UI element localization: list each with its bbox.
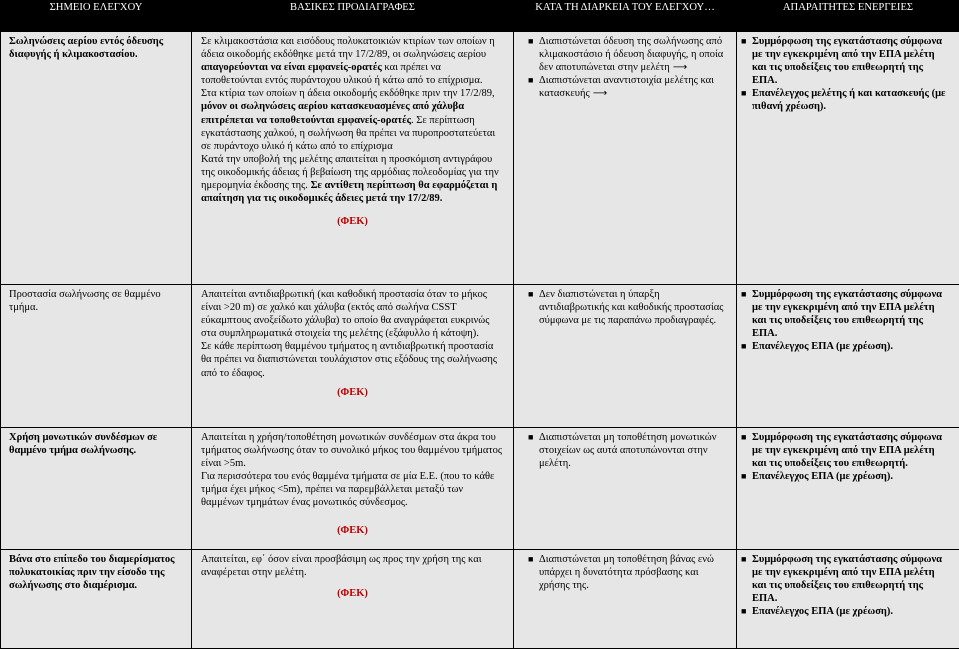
spec-paragraph: Σε κάθε περίπτωση θαμμένου τμήματος η αντιδιαβρωτική προστασία θα πρέπει να διαπιστώνεται τουλάχιστον στις εξόδους της σωλήνωσης από το έδαφος. bbox=[201, 341, 498, 379]
fek-reference: (ΦΕΚ) bbox=[337, 386, 368, 398]
inspection-findings-cell bbox=[514, 32, 737, 285]
header-during-inspection: ΚΑΤΑ ΤΗ ΔΙΑΡΚΕΙΑ ΤΟΥ ΕΛΕΓΧΟΥ… bbox=[514, 1, 737, 32]
spec-paragraph: Κατά την υποβολή της μελέτης απαιτείται η προσκόμιση αντιγράφου της οικοδομικής άδειας ή βεβαίωση της αρμόδιας πολεοδομίας για την ημερομηνία έκδοσης της. Σε αντίθετη περίπτωση θα εφαρμόζεται η απαίτηση για τις οικοδομικές άδειες μετά την 17/2/89. bbox=[201, 153, 499, 205]
header-basic-specifications: ΒΑΣΙΚΕΣ ΠΡΟΔΙΑΓΡΑΦΕΣ bbox=[192, 1, 514, 32]
required-actions-cell bbox=[737, 32, 959, 285]
check-point-cell: Χρήση μονωτικών συνδέσμων σε θαμμένο τμήμα σωλήνωσης. bbox=[1, 428, 192, 550]
fek-reference: (ΦΕΚ) bbox=[337, 588, 368, 600]
bullet-icon: ■ bbox=[741, 289, 747, 299]
bullet-icon: ■ bbox=[528, 36, 534, 46]
check-point-cell: Βάνα στο επίπεδο του διαμερίσματος πολυκατοικίας πριν την είσοδο της σωλήνωσης στο διαμέρισμα. bbox=[1, 550, 192, 649]
bullet-icon: ■ bbox=[741, 554, 747, 564]
specification-cell bbox=[192, 428, 514, 550]
arrow-right-icon: ⟶ bbox=[669, 62, 688, 74]
finding-item: ■ Διαπιστώνεται μη τοποθέτηση μονωτικών στοιχείων ως αυτά αποτυπώνονται στην μελέτη. bbox=[528, 432, 717, 470]
action-item: ■ Επανέλεγχος μελέτης ή και κατασκευής (με πιθανή χρέωση). bbox=[741, 88, 946, 113]
spec-paragraph: Απαιτείται αντιδιαβρωτική (και καθοδική προστασία όταν το μήκος είναι >20 m) σε χαλκό και χάλυβα (εκτός από σωλήνα CSST εύκαμπτους ανοξείδωτο χάλυβα) το οποίο θα αναγράφεται ευκρινώς στα συμπληρωματικά στοιχεία της μελέτης (εξάφυλλο ή κάτοψη). bbox=[201, 289, 490, 340]
header-row bbox=[1, 1, 959, 32]
header-check-point: ΣΗΜΕΙΟ ΕΛΕΓΧΟΥ bbox=[1, 1, 192, 32]
required-actions-cell bbox=[737, 550, 959, 649]
bullet-icon: ■ bbox=[528, 289, 534, 299]
check-point-cell: Προστασία σωλήνωσης σε θαμμένο τμήμα. bbox=[1, 285, 192, 428]
arrow-right-icon: ⟶ bbox=[589, 88, 608, 100]
table-row bbox=[1, 550, 959, 649]
required-actions-cell bbox=[737, 285, 959, 428]
bullet-icon: ■ bbox=[741, 36, 747, 46]
bullet-icon: ■ bbox=[741, 606, 747, 617]
inspection-findings-cell bbox=[514, 285, 737, 428]
finding-item: ■ Διαπιστώνεται μη τοποθέτηση βάνας ενώ υπάρχει η δυνατότητα πρόσβασης και χρήσης της. bbox=[528, 554, 714, 592]
spec-paragraph: Για περισσότερα του ενός θαμμένα τμήματα σε μία Ε.Ε. (που το κάθε τμήμα έχει μήκος <5m), πρέπει να παρεμβάλλεται μεταξύ των θαμμένων τμημάτων ένας μονωτικός σύνδεσμος. bbox=[201, 471, 495, 509]
specification-cell bbox=[192, 285, 514, 428]
inspection-findings-cell bbox=[514, 428, 737, 550]
table-row bbox=[1, 32, 959, 285]
bullet-icon: ■ bbox=[528, 75, 534, 86]
fek-reference: (ΦΕΚ) bbox=[337, 216, 368, 228]
spec-paragraph: Απαιτείται, εφ΄ όσον είναι προσβάσιμη ως προς την χρήση της και αναφέρεται στην μελέτη. bbox=[201, 554, 482, 579]
bullet-icon: ■ bbox=[741, 432, 747, 442]
finding-item: ■ Διαπιστώνεται όδευση της σωλήνωσης από κλιμακοστάσιο ή όδευση διαφυγής, η οποία δεν αποτυπώνεται στην μελέτη ⟶ bbox=[528, 36, 724, 74]
bullet-icon: ■ bbox=[528, 432, 534, 442]
bullet-icon: ■ bbox=[528, 554, 534, 564]
bullet-icon: ■ bbox=[741, 341, 747, 352]
action-item: ■ Συμμόρφωση της εγκατάστασης σύμφωνα με την εγκεκριμένη από την ΕΠΑ μελέτη και τις υποδείξεις του επιθεωρητή της ΕΠΑ. bbox=[741, 554, 942, 605]
finding-item: ■ Δεν διαπιστώνεται η ύπαρξη αντιδιαβρωτικής και καθοδικής προστασίας σύμφωνα με τις παραπάνω προδιαγραφές. bbox=[528, 289, 724, 327]
bullet-icon: ■ bbox=[741, 88, 747, 99]
spec-paragraph: Στα κτίρια των οποίων η άδεια οικοδομής εκδόθηκε πριν την 17/2/89, μόνον οι σωληνώσεις αερίου κατασκευασμένες από χάλυβα επιτρέπεται να τοποθετούνται εμφανείς-ορατές. Σε περίπτωση εγκατάστασης χαλκού, η σωλήνωση θα πρέπει να πυροπροστατεύεται σε πυράντοχο υλικό ή κάτω από το επίχρισμα bbox=[201, 88, 496, 152]
specification-cell bbox=[192, 550, 514, 649]
table-row bbox=[1, 285, 959, 428]
check-point-cell: Σωληνώσεις αερίου εντός όδευσης διαφυγής ή κλιμακοστασίου. bbox=[1, 32, 192, 285]
action-item: ■ Επανέλεγχος ΕΠΑ (με χρέωση). bbox=[741, 606, 893, 618]
action-item: ■ Συμμόρφωση της εγκατάστασης σύμφωνα με την εγκεκριμένη από την ΕΠΑ μελέτη και τις υποδείξεις του επιθεωρητή της ΕΠΑ. bbox=[741, 289, 942, 340]
spec-paragraph: Σε κλιμακοστάσια και εισόδους πολυκατοικιών κτιρίων των οποίων η άδεια οικοδομής εκδόθηκε μετά την 17/2/89, οι σωληνώσεις αερίου απαγορεύονται να είναι εμφανείς-ορατές και πρέπει να τοποθετούνται εντός πυράντοχου υλικού ή κάτω από το επίχρισμα. bbox=[201, 36, 495, 87]
inspection-findings-cell bbox=[514, 550, 737, 649]
fek-reference: (ΦΕΚ) bbox=[337, 524, 368, 536]
action-item: ■ Συμμόρφωση της εγκατάστασης σύμφωνα με την εγκεκριμένη από την ΕΠΑ μελέτη και τις υποδείξεις του επιθεωρητή. bbox=[741, 432, 942, 470]
header-required-actions: ΑΠΑΡΑΙΤΗΤΕΣ ΕΝΕΡΓΕΙΕΣ bbox=[737, 1, 959, 32]
required-actions-cell bbox=[737, 428, 959, 550]
action-item: ■ Συμμόρφωση της εγκατάστασης σύμφωνα με την εγκεκριμένη από την ΕΠΑ μελέτη και τις υποδείξεις του επιθεωρητή της ΕΠΑ. bbox=[741, 36, 942, 87]
action-item: ■ Επανέλεγχος ΕΠΑ (με χρέωση). bbox=[741, 471, 893, 483]
spec-paragraph: Απαιτείται η χρήση/τοποθέτηση μονωτικών συνδέσμων στα άκρα του τμήματος σωλήνωσης όταν το συνολικό μήκος του θαμμένου τμήματος είναι >5m. bbox=[201, 432, 503, 470]
table-row bbox=[1, 428, 959, 550]
finding-item: ■ Διαπιστώνεται αναντιστοιχία μελέτης και κατασκευής ⟶ bbox=[528, 75, 714, 100]
action-item: ■ Επανέλεγχος ΕΠΑ (με χρέωση). bbox=[741, 341, 893, 353]
bullet-icon: ■ bbox=[741, 471, 747, 482]
specification-cell bbox=[192, 32, 514, 285]
